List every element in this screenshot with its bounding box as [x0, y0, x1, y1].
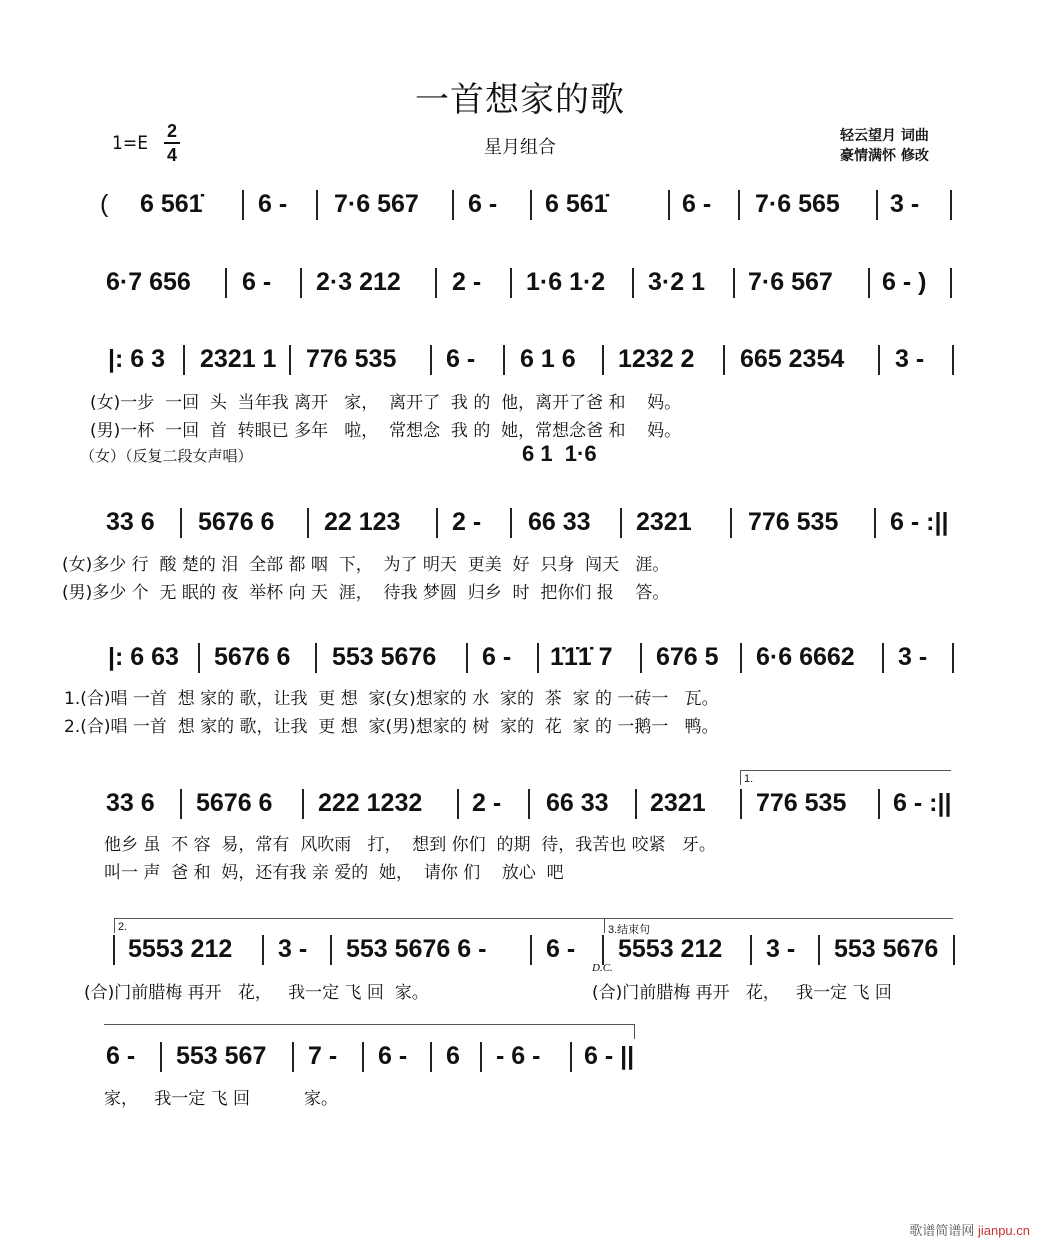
volta-label: 3.结束句	[608, 924, 651, 936]
artist: 星月组合	[484, 137, 556, 158]
staff-row-coda	[0, 1042, 1040, 1082]
volta-bracket-coda	[104, 1024, 635, 1039]
lyric-line: 2.(合)唱 一首 想 家的 歌，让我 更 想 家(男)想家的 树 家的 花 家 的 一鹅一 鸭。	[64, 717, 719, 737]
bar: 5676 6	[198, 508, 275, 536]
bar: 222 1232	[318, 789, 423, 817]
credit-editor: 豪情满怀 修改	[840, 148, 929, 164]
bar: 7·6 567	[334, 190, 419, 218]
bar: 6·7 656	[106, 268, 191, 296]
bar: 6 - ||	[584, 1042, 635, 1070]
bar: 2 -	[472, 789, 502, 817]
bar: 7·6 565	[755, 190, 840, 218]
bar: 2·3 212	[316, 268, 401, 296]
bar: 6 -	[378, 1042, 408, 1070]
bar: 6·6 6662	[756, 643, 855, 671]
volta-bracket-1	[740, 770, 951, 785]
staff-row-intro-1	[0, 190, 1040, 230]
lyric-line: 家， 我一定 飞 回 家。	[104, 1089, 339, 1109]
lyric-line: (男)一杯 一回 首 转眼已 多年 啦， 常想念 我 的 她，常想念爸 和 妈。	[90, 421, 682, 441]
bar: 5553 212	[618, 935, 723, 963]
open-paren: (	[100, 190, 109, 218]
bar: 776 535	[748, 508, 839, 536]
bar: 776 535	[306, 345, 397, 373]
volta-label: 2.	[118, 921, 128, 933]
bar: 5676 6	[196, 789, 273, 817]
watermark-cn: 歌谱简谱网	[909, 1223, 975, 1238]
bar: 7·6 567	[748, 268, 833, 296]
staff-row-endings	[0, 935, 1040, 975]
lyric-line: (合)门前腊梅 再开 花， 我一定 飞 回 家。	[84, 983, 429, 1003]
song-title: 一首想家的歌	[415, 80, 625, 120]
lyric-line: 他乡 虽 不 容 易，常有 风吹雨 打， 想到 你们 的期 待，我苦也 咬紧 牙。	[104, 835, 716, 855]
bar: 66 33	[528, 508, 591, 536]
bar: |: 6 63	[108, 643, 179, 671]
time-signature-bottom: 4	[166, 145, 177, 165]
lyric-line: (女)多少 行 酸 楚的 泪 全部 都 咽 下， 为了 明天 更美 好 只身 闯天 涯。	[62, 555, 670, 575]
bar: 776 535	[756, 789, 847, 817]
bar: 6 1 6	[520, 345, 576, 373]
lyric-line: (合)门前腊梅 再开 花， 我一定 飞 回	[592, 983, 892, 1003]
lyric-line: (女)一步 一回 头 当年我 离开 家， 离开了 我 的 他，离开了爸 和 妈。	[90, 393, 682, 413]
volta-bracket-2	[114, 918, 605, 933]
bar: 6 - :||	[893, 789, 952, 817]
staff-row-verse-1	[0, 345, 1040, 385]
bar: 3 -	[898, 643, 928, 671]
staff-row-verse-2	[0, 508, 1040, 548]
bar: 6 -	[106, 1042, 136, 1070]
dc-marking: D.C.	[592, 962, 613, 974]
lyric-line: (男)多少 个 无 眠的 夜 举杯 向 天 涯， 待我 梦圆 归乡 时 把你们 报 答。	[62, 583, 670, 603]
staff-row-chorus-1	[0, 643, 1040, 683]
bar: |: 6 3	[108, 345, 166, 373]
bar: 2 -	[452, 268, 482, 296]
bar: 3 -	[895, 345, 925, 373]
bar: 6 -	[258, 190, 288, 218]
volta-bracket-3	[604, 918, 953, 933]
bar: - 6 -	[496, 1042, 541, 1070]
bar: 6 -	[446, 345, 476, 373]
lyric-note: （女）（反复二段女声唱）	[80, 447, 253, 465]
bar: 3 -	[278, 935, 308, 963]
lyric-line: 1.(合)唱 一首 想 家的 歌，让我 更 想 家(女)想家的 水 家的 茶 家 的 一砖一 瓦。	[64, 689, 719, 709]
bar: 6 -	[546, 935, 576, 963]
bar: 3 -	[766, 935, 796, 963]
credits	[840, 126, 929, 166]
bar: 3·2 1	[648, 268, 705, 296]
bar: 553 567	[176, 1042, 267, 1070]
bar: 6 -	[682, 190, 712, 218]
bar: 6	[446, 1042, 460, 1070]
bar: 6 -	[468, 190, 498, 218]
bar: 665 2354	[740, 345, 845, 373]
bar: 2321	[650, 789, 706, 817]
bar: 2 -	[452, 508, 482, 536]
staff-row-intro-2	[0, 268, 1040, 308]
alternate-notes: 6 1 1·6	[522, 441, 597, 466]
bar: 6 561̇	[545, 190, 608, 218]
watermark-en: jianpu.cn	[977, 1223, 1030, 1238]
bar: 553 5676 6 -	[346, 935, 487, 963]
watermark	[909, 1220, 1030, 1239]
bar: 6 -	[242, 268, 272, 296]
bar: 6 - :||	[890, 508, 949, 536]
bar: 553 5676	[332, 643, 437, 671]
bar: 5553 212	[128, 935, 233, 963]
bar: 2321	[636, 508, 692, 536]
bar: 66 33	[546, 789, 609, 817]
bar: 553 5676	[834, 935, 939, 963]
bar: 7 -	[308, 1042, 338, 1070]
credit-composer: 轻云望月 词曲	[840, 128, 929, 144]
bar: 6 561̇	[140, 190, 203, 218]
bar: 3 -	[890, 190, 920, 218]
bar: 6 - )	[882, 268, 927, 296]
bar: 2321 1	[200, 345, 277, 373]
volta-label: 1.	[744, 773, 754, 785]
bar: 1232 2	[618, 345, 695, 373]
key-signature: 1=E	[112, 132, 148, 154]
lyric-line: 叫一 声 爸 和 妈，还有我 亲 爱的 她， 请你 们 放心 吧	[104, 863, 564, 883]
bar: 1̇1̇1̇ 7	[550, 643, 613, 671]
bar: 22 123	[324, 508, 401, 536]
bar: 6 -	[482, 643, 512, 671]
bar: 676 5	[656, 643, 719, 671]
bar: 5676 6	[214, 643, 291, 671]
time-signature-top: 2	[166, 121, 177, 141]
bar: 33 6	[106, 508, 155, 536]
staff-row-chorus-2	[0, 789, 1040, 829]
bar: 33 6	[106, 789, 155, 817]
bar: 1·6 1·2	[526, 268, 606, 296]
